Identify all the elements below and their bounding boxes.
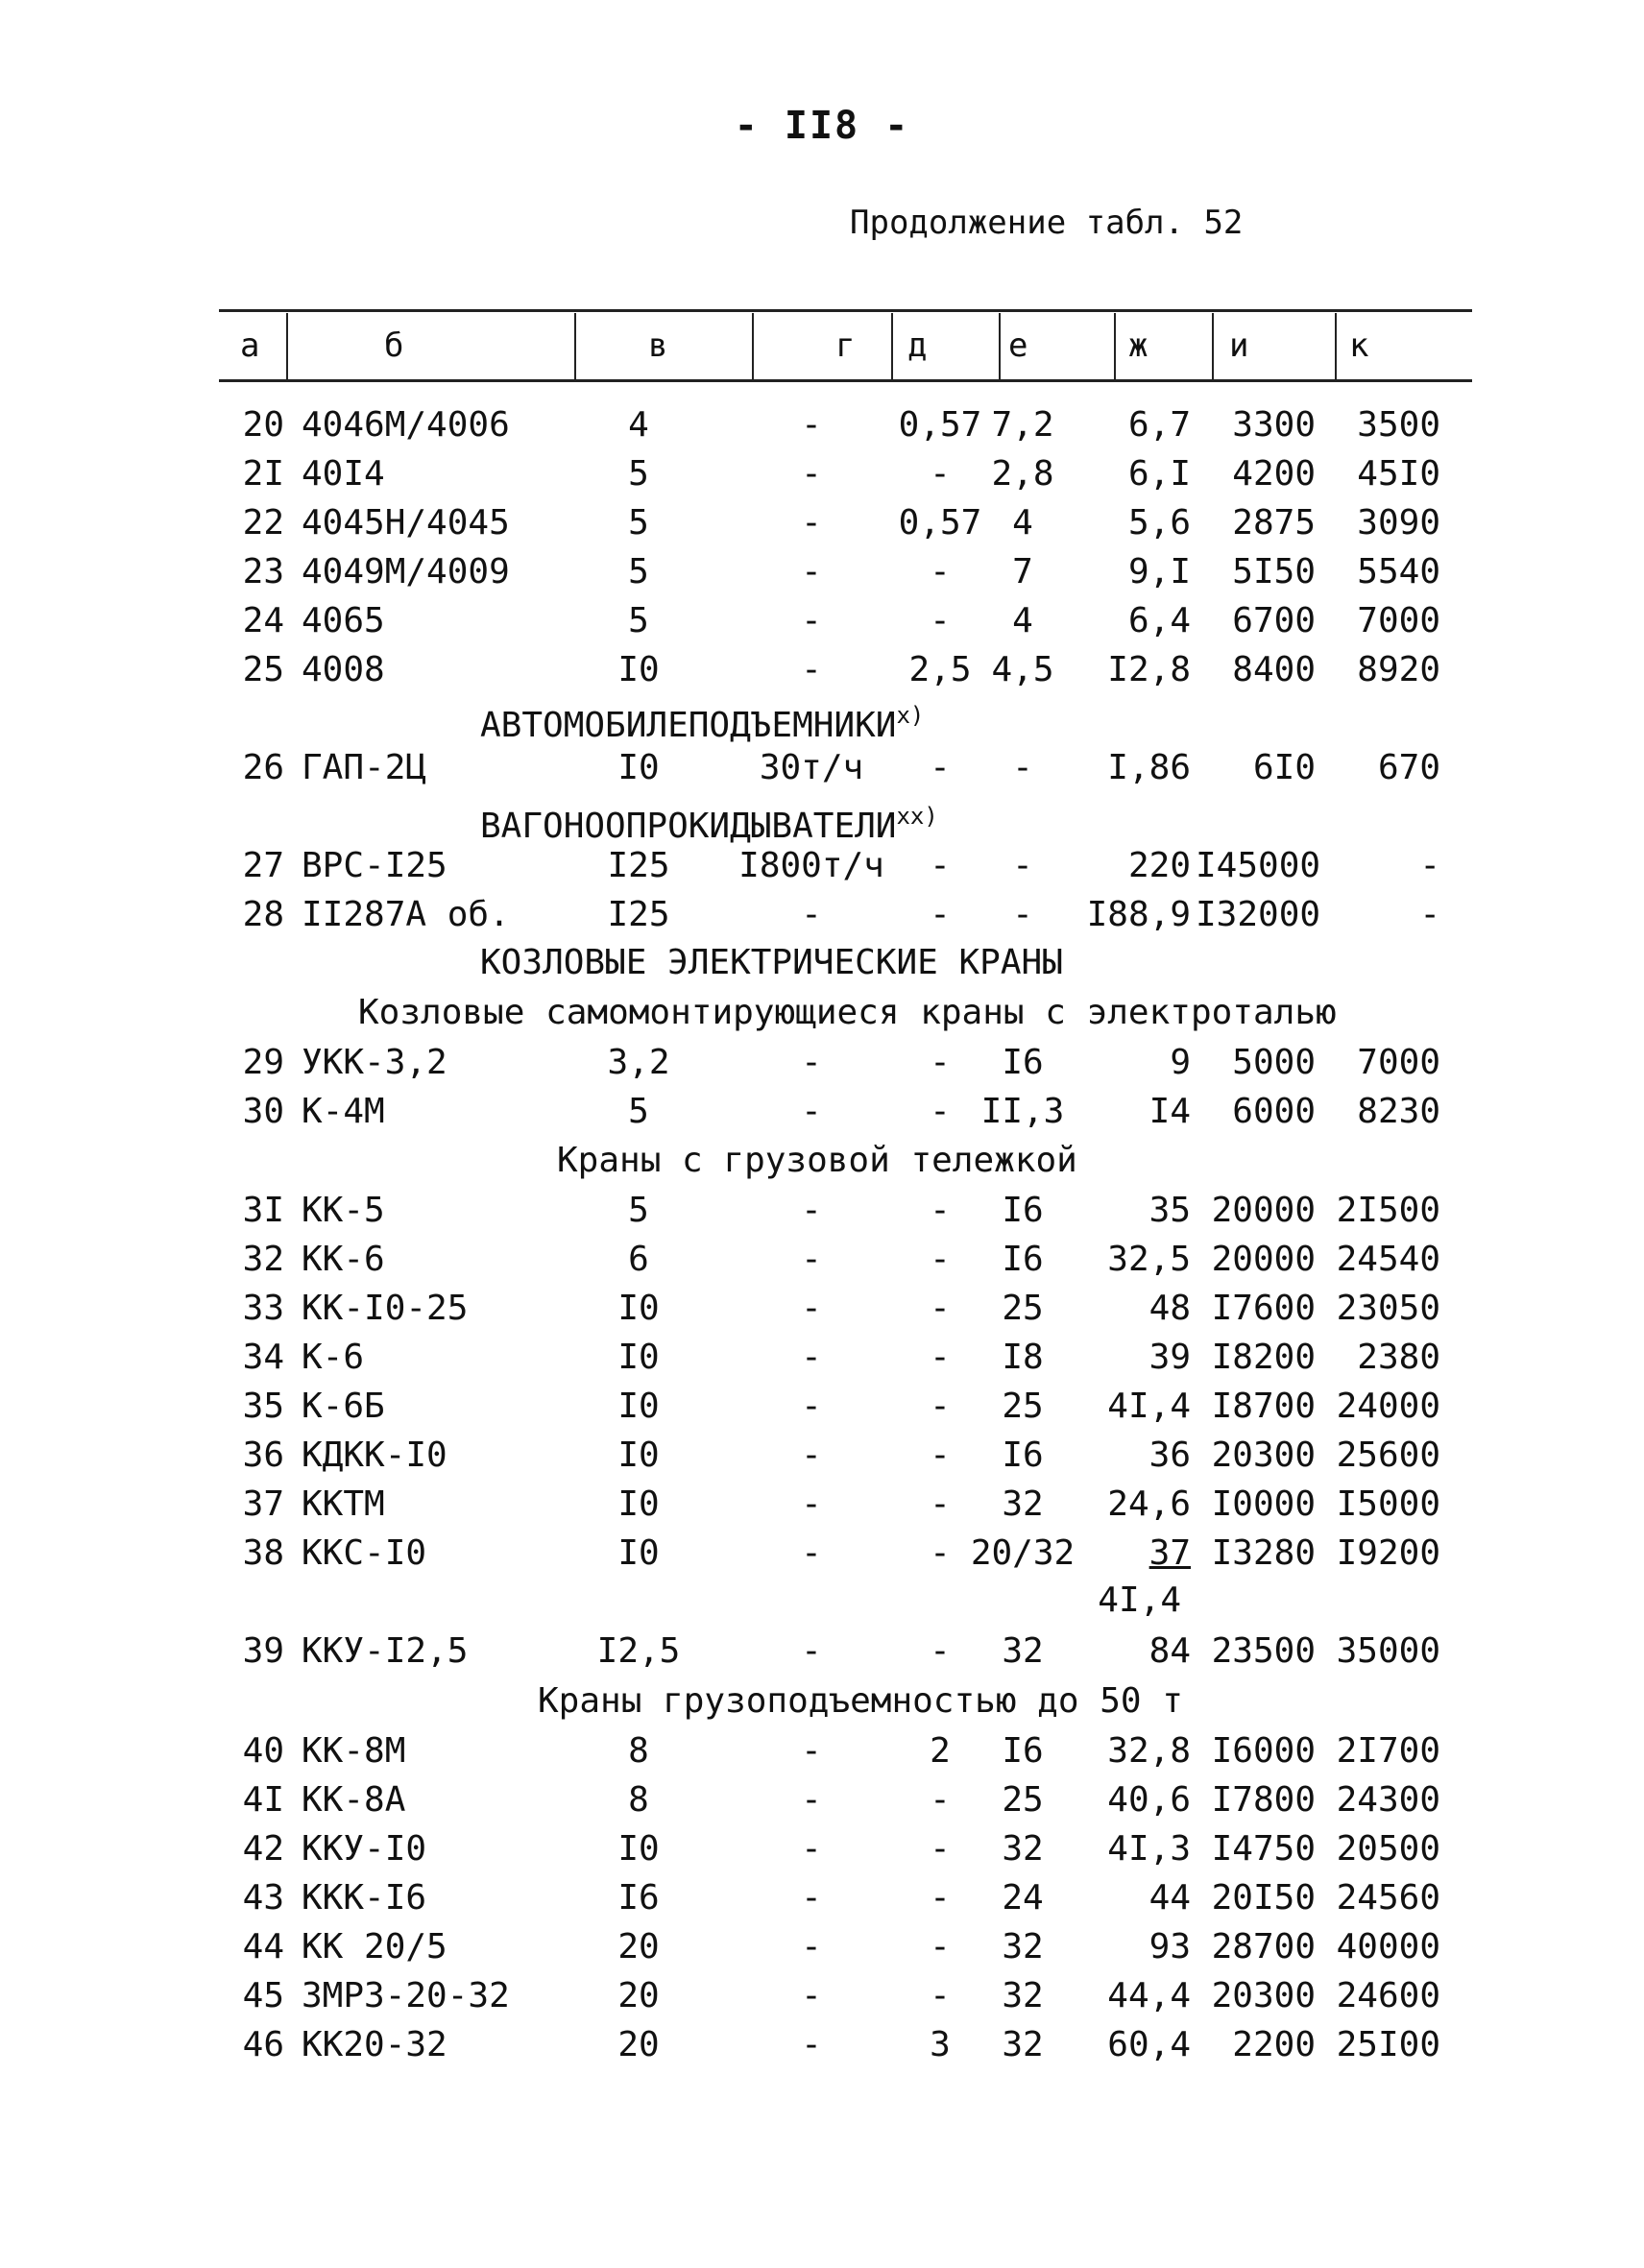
row-number: 43 (242, 1878, 284, 1918)
row-number: 38 (242, 1533, 284, 1573)
header-divider (891, 313, 893, 380)
model-name: КК-I0-25 (302, 1289, 469, 1328)
cell-v: 20 (617, 2025, 660, 2064)
cell-zh-numerator: 37 (1148, 1533, 1191, 1573)
section-heading-text: АВТОМОБИЛЕПОДЪЕМНИКИ (480, 706, 897, 745)
cell-g: - (801, 1387, 822, 1426)
model-name: УКК-3,2 (302, 1043, 447, 1082)
cell-i: 4200 (1232, 454, 1316, 494)
cell-i: 8400 (1232, 650, 1316, 689)
model-name: 40I4 (302, 454, 385, 494)
cell-d: 2 (930, 1731, 951, 1771)
cell-d: - (930, 1289, 951, 1328)
cell-i: 20000 (1211, 1240, 1316, 1279)
model-name: ГАП-2Ц (302, 748, 427, 787)
cell-i: I32000 (1196, 895, 1321, 934)
cell-i: 3300 (1232, 405, 1316, 445)
row-number: 34 (242, 1338, 284, 1377)
cell-e: 32 (1002, 1976, 1044, 2015)
cell-v: 5 (628, 552, 649, 591)
cell-d: 0,57 (898, 503, 982, 543)
cell-v: I2,5 (596, 1631, 681, 1671)
cell-g: I800т/ч (738, 846, 884, 885)
cell-zh: 35 (1148, 1191, 1191, 1230)
cell-e: I8 (1002, 1338, 1044, 1377)
cell-e: 2,8 (991, 454, 1054, 494)
model-name: К-6Б (302, 1387, 385, 1426)
cell-v: 4 (628, 405, 649, 445)
cell-zh: 32,5 (1107, 1240, 1191, 1279)
row-number: 46 (242, 2025, 284, 2064)
cell-zh: 9,I (1127, 552, 1191, 591)
cell-g: - (801, 650, 822, 689)
cell-g: - (801, 1191, 822, 1230)
cell-g: - (801, 1092, 822, 1131)
model-name: ККУ-I0 (302, 1829, 427, 1869)
cell-d: 3 (930, 2025, 951, 2064)
cell-v: I25 (607, 846, 670, 885)
cell-d: - (930, 1927, 951, 1966)
model-name: ККУ-I2,5 (302, 1631, 469, 1671)
cell-zh: 220 (1127, 846, 1191, 885)
cell-e: 32 (1002, 1829, 1044, 1869)
cell-v: 6 (628, 1240, 649, 1279)
row-number: 45 (242, 1976, 284, 2015)
cell-g: - (801, 1338, 822, 1377)
table-caption: Продолжение табл. 52 (850, 204, 1244, 242)
section-heading (480, 691, 925, 745)
footnote-mark: х) (896, 702, 925, 729)
cell-g: - (801, 1976, 822, 2015)
cell-g: - (801, 454, 822, 494)
header-col-i: и (1229, 326, 1249, 365)
cell-g: - (801, 601, 822, 640)
cell-e: 32 (1002, 1631, 1044, 1671)
cell-zh: 44 (1148, 1878, 1191, 1918)
cell-i: I6000 (1211, 1731, 1316, 1771)
cell-d: - (930, 1191, 951, 1230)
section-heading-text: ВАГОНООПРОКИДЫВАТЕЛИ (480, 807, 897, 846)
cell-k: I5000 (1336, 1484, 1440, 1524)
row-number: 37 (242, 1484, 284, 1524)
cell-e: 24 (1002, 1878, 1044, 1918)
cell-v: 3,2 (607, 1043, 670, 1082)
cell-zh: I2,8 (1107, 650, 1191, 689)
cell-d: - (930, 1092, 951, 1131)
cell-k: 670 (1377, 748, 1440, 787)
cell-k: 7000 (1357, 601, 1440, 640)
cell-d: - (930, 454, 951, 494)
header-divider (752, 313, 754, 380)
header-divider (999, 313, 1001, 380)
cell-e: - (1012, 846, 1033, 885)
cell-e: I6 (1002, 1731, 1044, 1771)
row-number: 4I (242, 1780, 284, 1820)
page-number: - II8 - (734, 104, 910, 148)
cell-g: - (801, 1731, 822, 1771)
cell-d: - (930, 1043, 951, 1082)
row-number: 23 (242, 552, 284, 591)
row-number: 30 (242, 1092, 284, 1131)
cell-zh: I,86 (1107, 748, 1191, 787)
cell-g: - (801, 503, 822, 543)
row-number: 29 (242, 1043, 284, 1082)
cell-zh: 32,8 (1107, 1731, 1191, 1771)
cell-i: I45000 (1196, 846, 1321, 885)
cell-e: 25 (1002, 1387, 1044, 1426)
model-name: К-6 (302, 1338, 365, 1377)
cell-g: - (801, 2025, 822, 2064)
cell-g: - (801, 1533, 822, 1573)
cell-e: 4,5 (991, 650, 1054, 689)
row-number: 3I (242, 1191, 284, 1230)
cell-d: - (930, 1338, 951, 1377)
cell-g: - (801, 895, 822, 934)
section-heading: КОЗЛОВЫЕ ЭЛЕКТРИЧЕСКИЕ КРАНЫ (480, 943, 1063, 982)
cell-i: I8200 (1211, 1338, 1316, 1377)
cell-i: 6700 (1232, 601, 1316, 640)
cell-i: 5I50 (1232, 552, 1316, 591)
cell-zh: 24,6 (1107, 1484, 1191, 1524)
cell-d: - (930, 552, 951, 591)
cell-i: 20000 (1211, 1191, 1316, 1230)
cell-e: 25 (1002, 1289, 1044, 1328)
cell-i: I3280 (1211, 1533, 1316, 1573)
header-divider (286, 313, 288, 380)
footnote-mark: хх) (896, 803, 938, 830)
cell-g: - (801, 1043, 822, 1082)
row-number: 44 (242, 1927, 284, 1966)
cell-v: I0 (617, 1533, 660, 1573)
cell-k: 7000 (1357, 1043, 1440, 1082)
cell-i: 2875 (1232, 503, 1316, 543)
cell-zh: 5,6 (1127, 503, 1191, 543)
cell-k: 24000 (1336, 1387, 1440, 1426)
header-col-e: е (1008, 326, 1028, 365)
cell-i: 2200 (1232, 2025, 1316, 2064)
model-name: КК-5 (302, 1191, 385, 1230)
cell-zh: 44,4 (1107, 1976, 1191, 2015)
cell-d: - (930, 1780, 951, 1820)
cell-d: 2,5 (908, 650, 972, 689)
model-name: КК-6 (302, 1240, 385, 1279)
header-col-v: в (648, 326, 668, 365)
row-number: 27 (242, 846, 284, 885)
model-name: ВРС-I25 (302, 846, 447, 885)
row-number: 22 (242, 503, 284, 543)
cell-d: - (930, 1240, 951, 1279)
cell-g: - (801, 1484, 822, 1524)
cell-d: - (930, 1387, 951, 1426)
cell-e: I6 (1002, 1240, 1044, 1279)
subsection-heading: Краны грузоподъемностью до 50 т (538, 1681, 1183, 1721)
cell-e: 20/32 (970, 1533, 1076, 1573)
cell-zh: 93 (1148, 1927, 1191, 1966)
cell-k: 40000 (1336, 1927, 1440, 1966)
row-number: 39 (242, 1631, 284, 1671)
cell-k: 35000 (1336, 1631, 1440, 1671)
cell-d: - (930, 1436, 951, 1475)
header-col-zh: ж (1128, 326, 1148, 365)
cell-e: I6 (1002, 1191, 1044, 1230)
cell-k: 24540 (1336, 1240, 1440, 1279)
cell-i: I0000 (1211, 1484, 1316, 1524)
cell-d: 0,57 (898, 405, 982, 445)
cell-k: 24300 (1336, 1780, 1440, 1820)
table-header-rule (219, 379, 1472, 382)
header-col-d: д (907, 326, 928, 365)
cell-g: - (801, 1878, 822, 1918)
cell-v: I0 (617, 1338, 660, 1377)
cell-k: 45I0 (1357, 454, 1440, 494)
cell-d: - (930, 895, 951, 934)
cell-v: I0 (617, 1829, 660, 1869)
row-number: 32 (242, 1240, 284, 1279)
row-number: 2I (242, 454, 284, 494)
cell-v: 8 (628, 1731, 649, 1771)
cell-g: - (801, 1436, 822, 1475)
cell-zh: 6,4 (1127, 601, 1191, 640)
cell-zh: 36 (1148, 1436, 1191, 1475)
cell-v: 5 (628, 1092, 649, 1131)
cell-k: 2I700 (1336, 1731, 1440, 1771)
cell-v: 20 (617, 1976, 660, 2015)
cell-zh: 40,6 (1107, 1780, 1191, 1820)
cell-v: I0 (617, 1387, 660, 1426)
cell-e: 4 (1012, 503, 1033, 543)
cell-i: 6I0 (1252, 748, 1316, 787)
model-name: ККС-I0 (302, 1533, 427, 1573)
cell-g: - (801, 1289, 822, 1328)
cell-d: - (930, 1878, 951, 1918)
cell-zh: 48 (1148, 1289, 1191, 1328)
cell-d: - (930, 1631, 951, 1671)
row-number: 33 (242, 1289, 284, 1328)
row-number: 40 (242, 1731, 284, 1771)
model-name: КК-8М (302, 1731, 406, 1771)
cell-g: - (801, 1780, 822, 1820)
cell-k: 20500 (1336, 1829, 1440, 1869)
cell-k: - (1419, 846, 1440, 885)
row-number: 24 (242, 601, 284, 640)
row-number: 26 (242, 748, 284, 787)
header-divider (1212, 313, 1214, 380)
cell-k: 8230 (1357, 1092, 1440, 1131)
row-number: 42 (242, 1829, 284, 1869)
cell-k: 25I00 (1336, 2025, 1440, 2064)
cell-i: 28700 (1211, 1927, 1316, 1966)
cell-v: I0 (617, 1484, 660, 1524)
cell-e: 4 (1012, 601, 1033, 640)
cell-v: I0 (617, 748, 660, 787)
cell-i: 5000 (1232, 1043, 1316, 1082)
cell-i: 23500 (1211, 1631, 1316, 1671)
cell-i: I4750 (1211, 1829, 1316, 1869)
cell-d: - (930, 1976, 951, 2015)
cell-e: - (1012, 748, 1033, 787)
cell-d: - (930, 1484, 951, 1524)
header-col-b: б (384, 326, 404, 365)
cell-e: 7 (1012, 552, 1033, 591)
cell-i: 20I50 (1211, 1878, 1316, 1918)
header-col-g: г (835, 326, 856, 365)
cell-v: 5 (628, 1191, 649, 1230)
cell-e: I6 (1002, 1436, 1044, 1475)
cell-i: 20300 (1211, 1976, 1316, 2015)
header-divider (1114, 313, 1116, 380)
model-name: 4065 (302, 601, 385, 640)
cell-k: 5540 (1357, 552, 1440, 591)
model-name: 4046М/4006 (302, 405, 510, 445)
table-top-rule (219, 309, 1472, 312)
cell-i: I8700 (1211, 1387, 1316, 1426)
cell-e: II,3 (980, 1092, 1065, 1131)
cell-zh: 4I,4 (1107, 1387, 1191, 1426)
cell-e: I6 (1002, 1043, 1044, 1082)
header-divider (1335, 313, 1337, 380)
cell-v: 5 (628, 601, 649, 640)
cell-zh: 6,7 (1127, 405, 1191, 445)
model-name: ККТМ (302, 1484, 385, 1524)
model-name: 4049М/4009 (302, 552, 510, 591)
cell-d: - (930, 601, 951, 640)
section-heading (480, 792, 938, 846)
cell-zh: 4I,3 (1107, 1829, 1191, 1869)
cell-v: I6 (617, 1878, 660, 1918)
cell-i: 6000 (1232, 1092, 1316, 1131)
header-divider (574, 313, 576, 380)
cell-e: 7,2 (991, 405, 1054, 445)
row-number: 35 (242, 1387, 284, 1426)
cell-k: 24560 (1336, 1878, 1440, 1918)
model-name: II287А об. (302, 895, 510, 934)
cell-v: 8 (628, 1780, 649, 1820)
cell-k: 3500 (1357, 405, 1440, 445)
cell-k: 3090 (1357, 503, 1440, 543)
cell-v: 20 (617, 1927, 660, 1966)
cell-zh-denominator: 4I,4 (1098, 1580, 1181, 1620)
cell-v: I0 (617, 1289, 660, 1328)
cell-d: - (930, 846, 951, 885)
model-name: ЗМРЗ-20-32 (302, 1976, 510, 2015)
cell-g: - (801, 1631, 822, 1671)
cell-d: - (930, 1533, 951, 1573)
cell-zh: I4 (1148, 1092, 1191, 1131)
cell-zh: 84 (1148, 1631, 1191, 1671)
cell-i: 20300 (1211, 1436, 1316, 1475)
cell-i: I7800 (1211, 1780, 1316, 1820)
cell-k: 8920 (1357, 650, 1440, 689)
cell-v: I0 (617, 1436, 660, 1475)
row-number: 28 (242, 895, 284, 934)
cell-g: - (801, 405, 822, 445)
cell-i: I7600 (1211, 1289, 1316, 1328)
cell-v: 5 (628, 503, 649, 543)
cell-zh: 60,4 (1107, 2025, 1191, 2064)
cell-e: 32 (1002, 1484, 1044, 1524)
cell-e: 25 (1002, 1780, 1044, 1820)
cell-d: - (930, 748, 951, 787)
cell-k: 2380 (1357, 1338, 1440, 1377)
header-col-a: а (240, 326, 260, 365)
model-name: 4008 (302, 650, 385, 689)
cell-k: 2I500 (1336, 1191, 1440, 1230)
cell-g: - (801, 1829, 822, 1869)
cell-k: 24600 (1336, 1976, 1440, 2015)
cell-k: I9200 (1336, 1533, 1440, 1573)
model-name: 4045Н/4045 (302, 503, 510, 543)
cell-zh: I88,9 (1086, 895, 1191, 934)
cell-v: I25 (607, 895, 670, 934)
cell-e: - (1012, 895, 1033, 934)
row-number: 20 (242, 405, 284, 445)
model-name: КК20-32 (302, 2025, 447, 2064)
cell-k: - (1419, 895, 1440, 934)
cell-e: 32 (1002, 1927, 1044, 1966)
cell-g: - (801, 552, 822, 591)
header-col-k: к (1349, 326, 1369, 365)
cell-v: I0 (617, 650, 660, 689)
cell-zh: 9 (1170, 1043, 1191, 1082)
model-name: КДКК-I0 (302, 1436, 447, 1475)
cell-k: 23050 (1336, 1289, 1440, 1328)
model-name: КК-8А (302, 1780, 406, 1820)
cell-v: 5 (628, 454, 649, 494)
row-number: 25 (242, 650, 284, 689)
cell-d: - (930, 1829, 951, 1869)
cell-g: 30т/ч (759, 748, 864, 787)
model-name: ККК-I6 (302, 1878, 427, 1918)
cell-k: 25600 (1336, 1436, 1440, 1475)
cell-g: - (801, 1927, 822, 1966)
cell-g: - (801, 1240, 822, 1279)
row-number: 36 (242, 1436, 284, 1475)
model-name: КК 20/5 (302, 1927, 447, 1966)
cell-zh: 6,I (1127, 454, 1191, 494)
cell-zh: 39 (1148, 1338, 1191, 1377)
subsection-heading: Козловые самомонтирующиеся краны с электроталью (358, 993, 1337, 1032)
subsection-heading: Краны с грузовой тележкой (557, 1141, 1077, 1180)
cell-e: 32 (1002, 2025, 1044, 2064)
model-name: К-4М (302, 1092, 385, 1131)
